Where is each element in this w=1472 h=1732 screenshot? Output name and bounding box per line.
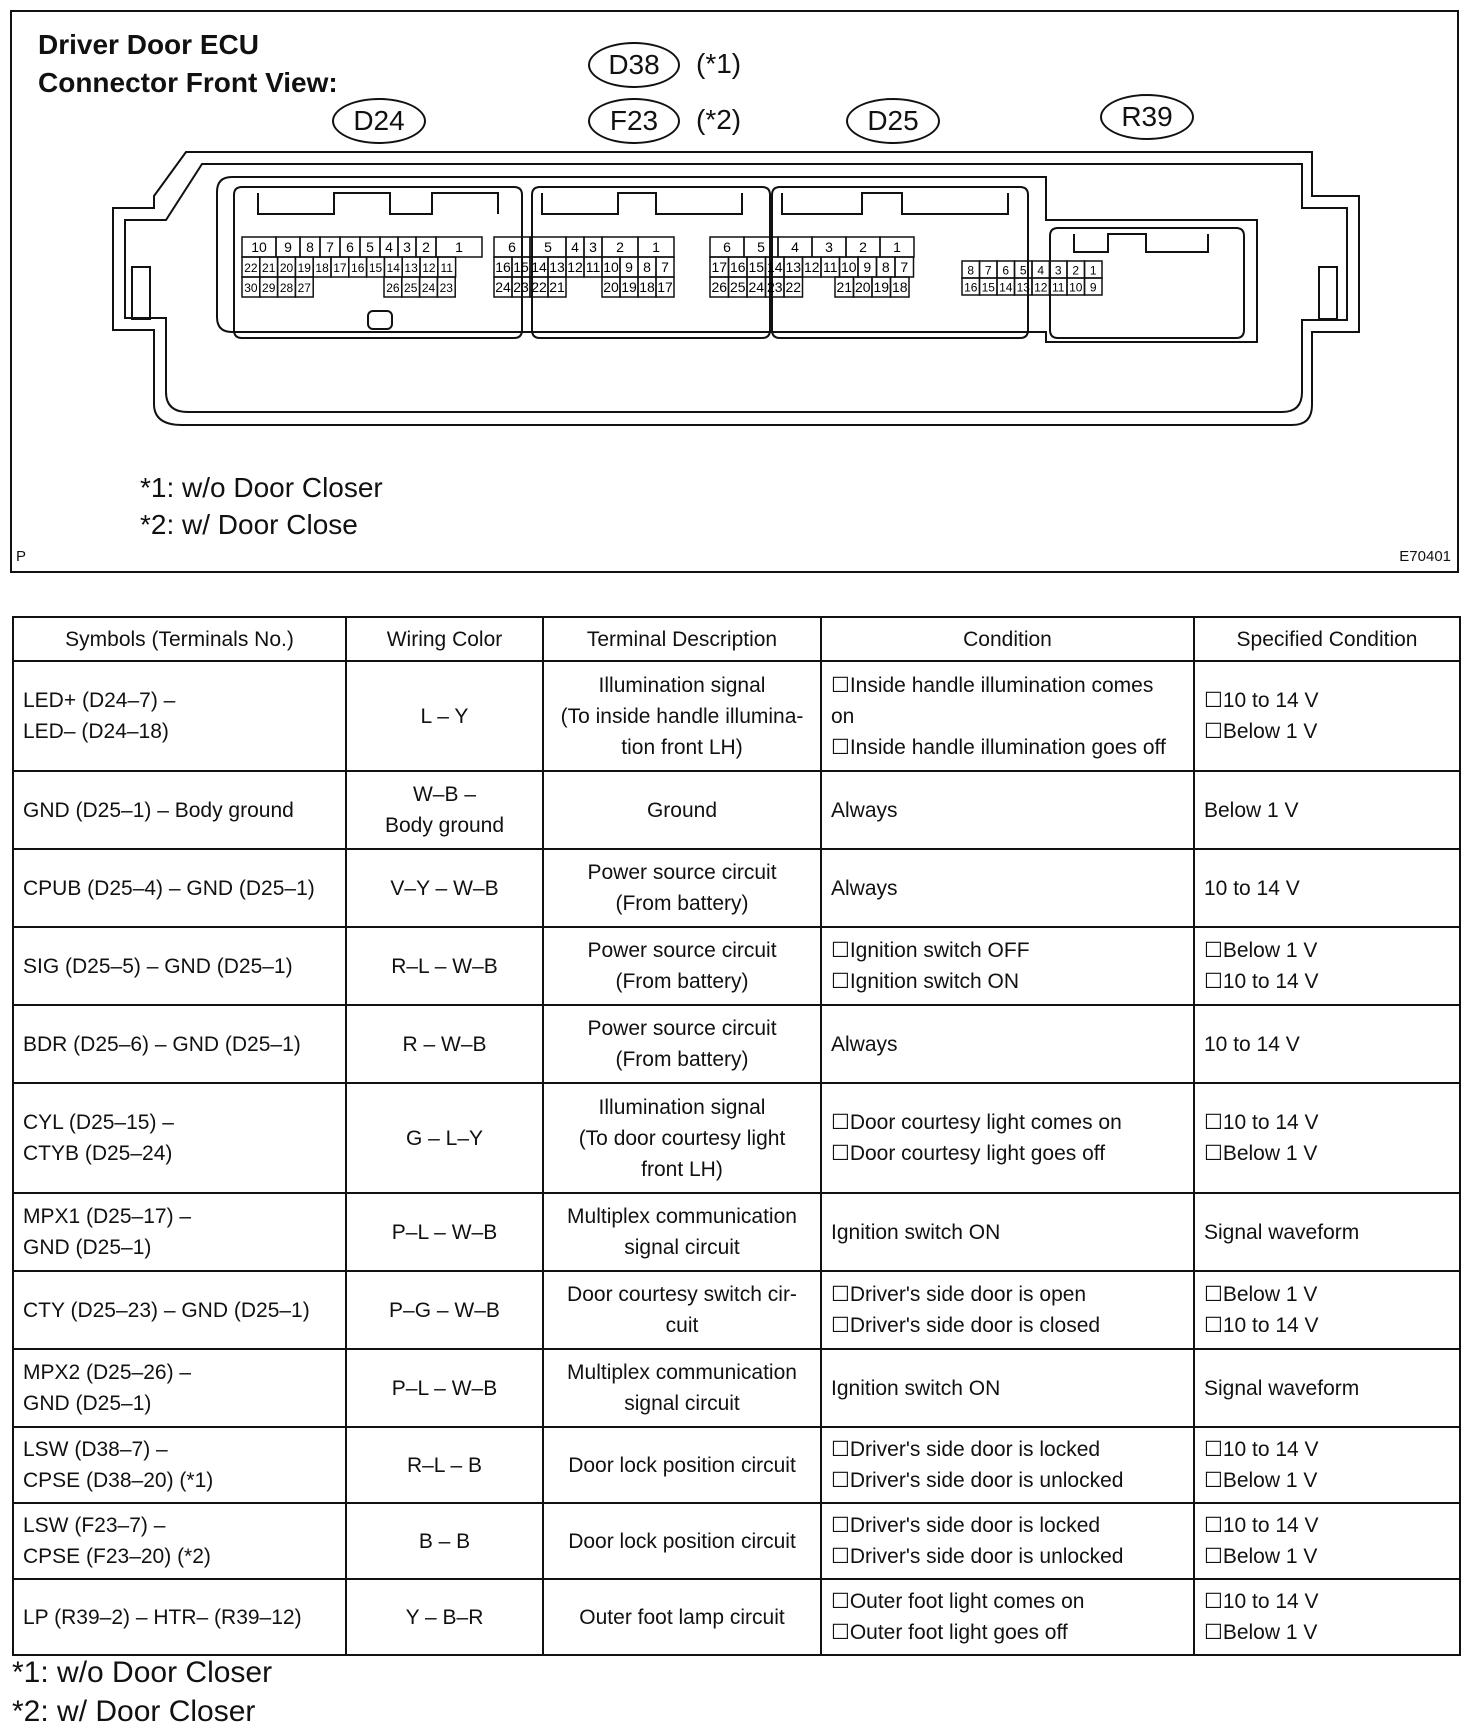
description-line: Multiplex communication (567, 1361, 797, 1384)
figure-note-1: *1: w/o Door Closer (140, 472, 383, 503)
pin-d24: 6 (346, 239, 354, 255)
wiring-color-line: R – W–B (402, 1032, 487, 1056)
pin-d25: 21 (836, 279, 853, 295)
description-cell (543, 1349, 821, 1427)
table-row (13, 1427, 1460, 1503)
condition-cell (821, 1083, 1194, 1193)
pin-d24: 23 (439, 281, 453, 295)
specified-condition-line: ☐Below 1 V (1204, 1142, 1318, 1165)
pin-d25: 24 (748, 279, 765, 295)
symbol-line: LP (R39–2) – HTR– (R39–12) (23, 1605, 302, 1629)
pin-d24: 2 (422, 239, 430, 255)
pin-d24: 13 (404, 261, 418, 275)
pin-d24: 1 (455, 239, 463, 255)
specified-condition-line: ☐10 to 14 V (1204, 1590, 1319, 1613)
pin-d24: 18 (315, 261, 329, 275)
wiring-color-cell (346, 1427, 543, 1503)
pin-d24: 27 (297, 281, 311, 295)
condition-line: Always (831, 876, 898, 900)
pin-d25: 12 (803, 259, 820, 275)
symbol-cell (13, 1271, 346, 1349)
pin-d25: 20 (854, 279, 871, 295)
pin-r39: 4 (1037, 263, 1045, 278)
table-row (13, 1349, 1460, 1427)
table-row (13, 1503, 1460, 1579)
symbol-line: BDR (D25–6) – GND (D25–1) (23, 1032, 301, 1056)
pin-d24: 17 (333, 261, 347, 275)
specified-condition-line: ☐10 to 14 V (1204, 970, 1319, 993)
description-line: Illumination signal (598, 673, 766, 697)
wiring-color-cell (346, 1193, 543, 1271)
pin-d25: 13 (785, 259, 802, 275)
pin-d25: 15 (748, 259, 765, 275)
table-body (13, 661, 1460, 1655)
pin-d24: 16 (351, 261, 365, 275)
description-line: Power source circuit (587, 939, 777, 962)
condition-line: Always (831, 1032, 898, 1056)
header-terminal-description: Terminal Description (543, 617, 821, 661)
description-cell (543, 1271, 821, 1349)
pin-d24: 30 (244, 281, 258, 295)
wiring-color-line: G – L–Y (405, 1126, 484, 1150)
condition-line: ☐Driver's side door is unlocked (831, 1469, 1124, 1492)
description-line: cuit (665, 1314, 699, 1337)
symbol-line: CPSE (D38–20) (*1) (23, 1469, 214, 1492)
description-line: signal circuit (624, 1236, 740, 1259)
specified-condition-line: 10 to 14 V (1204, 1032, 1300, 1056)
specified-condition-line: ☐10 to 14 V (1204, 689, 1319, 712)
pin-d38: 11 (585, 259, 601, 275)
wiring-color-line: B – B (418, 1529, 471, 1553)
pin-d24: 4 (385, 239, 393, 255)
symbol-cell (13, 1193, 346, 1271)
description-cell (543, 771, 821, 849)
description-cell (543, 1579, 821, 1655)
table-row (13, 1005, 1460, 1083)
header-condition: Condition (821, 617, 1194, 661)
condition-line: Always (831, 798, 898, 822)
symbol-cell (13, 661, 346, 771)
pin-d38: 21 (549, 279, 565, 295)
pin-d38: 3 (589, 239, 597, 255)
footnote-2: *2: w/ Door Closer (12, 1695, 256, 1728)
symbol-line: CPUB (D25–4) – GND (D25–1) (23, 876, 315, 900)
condition-cell (821, 1271, 1194, 1349)
condition-cell (821, 1193, 1194, 1271)
figure-title-line-2: Connector Front View: (38, 67, 338, 98)
pin-r39: 11 (1052, 280, 1065, 295)
description-cell (543, 1193, 821, 1271)
table-row (13, 927, 1460, 1005)
description-line: Multiplex communication (567, 1205, 797, 1228)
condition-line: on (831, 704, 855, 728)
symbol-line: GND (D25–1) (23, 1236, 152, 1259)
pin-d38: 20 (603, 279, 619, 295)
pin-d38: 16 (495, 259, 511, 275)
specified-condition-line: 10 to 14 V (1204, 876, 1300, 900)
pin-d24: 8 (306, 239, 314, 255)
wiring-color-cell (346, 927, 543, 1005)
pin-d25: 17 (711, 259, 728, 275)
specified-condition-line: ☐Below 1 V (1204, 1621, 1318, 1644)
header-symbols: Symbols (Terminals No.) (13, 617, 346, 661)
pin-d24: 7 (326, 239, 334, 255)
condition-cell (821, 927, 1194, 1005)
specified-condition-line: Below 1 V (1204, 798, 1299, 822)
symbol-line: CTY (D25–23) – GND (D25–1) (23, 1298, 310, 1322)
description-line: Door lock position circuit (568, 1453, 796, 1477)
wiring-color-line: L – Y (420, 704, 469, 728)
specified-condition-line: ☐Below 1 V (1204, 1469, 1318, 1492)
wiring-color-line: R–L – B (406, 1453, 483, 1477)
header-specified-condition: Specified Condition (1194, 617, 1460, 661)
pin-r39: 9 (1089, 280, 1097, 295)
figure-note-2: *2: w/ Door Close (140, 509, 358, 540)
wiring-color-line: Y – B–R (405, 1605, 484, 1629)
table-row (13, 771, 1460, 849)
connector-label-d24: D24 (332, 98, 426, 144)
pin-d38: 19 (621, 279, 637, 295)
specified-condition-line: Signal waveform (1204, 1220, 1360, 1244)
pin-d24: 14 (386, 261, 400, 275)
pin-d38: 22 (531, 279, 547, 295)
specified-condition-line: ☐10 to 14 V (1204, 1438, 1319, 1461)
specified-condition-line: ☐10 to 14 V (1204, 1111, 1319, 1134)
pin-d24: 3 (403, 239, 411, 255)
description-line: Power source circuit (587, 1017, 777, 1040)
figure-corner-code-left: P (16, 548, 27, 565)
table-row (13, 849, 1460, 927)
condition-cell (821, 1579, 1194, 1655)
pin-d24: 12 (422, 261, 436, 275)
table-row (13, 1193, 1460, 1271)
condition-cell (821, 661, 1194, 771)
pin-d38: 14 (531, 259, 547, 275)
pin-d38: 17 (657, 279, 673, 295)
pin-d24: 28 (279, 281, 294, 295)
pin-d24: 19 (297, 261, 311, 275)
wiring-color-cell (346, 1005, 543, 1083)
pin-d24: 24 (421, 281, 436, 295)
figure-id-code: E70401 (1399, 548, 1451, 565)
specified-condition-cell (1194, 661, 1460, 771)
specified-condition-line: ☐10 to 14 V (1204, 1514, 1319, 1537)
pin-d38: 5 (544, 239, 552, 255)
pin-d25: 19 (873, 279, 890, 295)
specified-condition-line: ☐Below 1 V (1204, 720, 1318, 743)
symbol-line: LSW (F23–7) – (23, 1514, 166, 1537)
symbol-line: CTYB (D25–24) (23, 1142, 173, 1165)
pin-r39: 5 (1019, 263, 1027, 278)
connector-label-d25: D25 (846, 98, 940, 144)
pin-d24: 21 (262, 261, 276, 275)
specified-condition-cell (1194, 849, 1460, 927)
description-cell (543, 927, 821, 1005)
wiring-color-cell (346, 1083, 543, 1193)
specified-condition-cell (1194, 1005, 1460, 1083)
pin-d38: 15 (513, 259, 529, 275)
variant-tag-2: (*2) (696, 104, 742, 135)
pin-d24: 5 (366, 239, 374, 255)
pin-d38: 6 (508, 239, 516, 255)
specified-condition-line: ☐Below 1 V (1204, 939, 1318, 962)
table-header-row (13, 617, 1460, 661)
pin-d24: 15 (368, 261, 383, 275)
description-line: Door lock position circuit (568, 1529, 796, 1553)
description-cell (543, 661, 821, 771)
wiring-color-line: P–L – W–B (391, 1376, 498, 1400)
pin-d24: 22 (244, 261, 258, 275)
pin-d38: 1 (652, 239, 660, 255)
condition-line: ☐Inside handle illumination goes off (831, 735, 1166, 759)
pin-r39: 12 (1034, 280, 1048, 295)
footnote-1: *1: w/o Door Closer (12, 1656, 273, 1689)
connector-label-r39: R39 (1100, 94, 1194, 140)
description-line: (From battery) (615, 892, 749, 915)
description-line: Power source circuit (587, 861, 777, 884)
description-line: (From battery) (615, 1048, 749, 1071)
symbol-line: LED+ (D24–7) – (23, 689, 176, 712)
condition-line: ☐Inside handle illumination comes (831, 673, 1154, 697)
condition-line: ☐Outer foot light goes off (831, 1621, 1068, 1644)
condition-line: ☐Ignition switch ON (831, 970, 1020, 993)
specified-condition-cell (1194, 1503, 1460, 1579)
symbol-line: GND (D25–1) – Body ground (23, 798, 294, 822)
variant-tag-1: (*1) (696, 48, 742, 79)
condition-line: ☐Driver's side door is closed (831, 1314, 1101, 1337)
condition-cell (821, 849, 1194, 927)
description-line: signal circuit (624, 1392, 740, 1415)
pin-d38: 4 (571, 239, 579, 255)
wiring-color-cell (346, 1271, 543, 1349)
specified-condition-cell (1194, 927, 1460, 1005)
specified-condition-line: ☐Below 1 V (1204, 1545, 1318, 1568)
pin-d25: 11 (822, 259, 838, 275)
pin-d38: 2 (616, 239, 624, 255)
specified-condition-cell (1194, 1579, 1460, 1655)
pin-d24: 25 (404, 281, 418, 295)
symbol-cell (13, 927, 346, 1005)
condition-line: ☐Door courtesy light comes on (831, 1111, 1122, 1134)
pin-d38: 24 (495, 279, 511, 295)
condition-line: Ignition switch ON (831, 1376, 1001, 1400)
pin-r39: 15 (981, 280, 995, 295)
pin-r39: 7 (984, 263, 992, 278)
pin-d25: 14 (766, 259, 783, 275)
symbol-cell (13, 1005, 346, 1083)
condition-cell (821, 1349, 1194, 1427)
symbol-cell (13, 1503, 346, 1579)
description-cell (543, 1427, 821, 1503)
specified-condition-cell (1194, 1193, 1460, 1271)
pin-d38: 23 (513, 279, 529, 295)
pin-r39: 8 (967, 263, 975, 278)
table-row (13, 1271, 1460, 1349)
pin-r39: 6 (1002, 263, 1010, 278)
pin-d24: 10 (251, 239, 267, 255)
pin-d38: 8 (643, 259, 651, 275)
condition-cell (821, 1503, 1194, 1579)
table-row (13, 661, 1460, 771)
wiring-color-line: R–L – W–B (391, 954, 498, 978)
connector-label-d38: D38 (588, 42, 680, 88)
specified-condition-cell (1194, 1083, 1460, 1193)
pin-d25: 5 (757, 239, 765, 255)
symbol-line: LED– (D24–18) (23, 720, 169, 743)
specified-condition-line: Signal waveform (1204, 1376, 1360, 1400)
description-cell (543, 1083, 821, 1193)
pin-grid (242, 237, 1102, 297)
symbol-cell (13, 1083, 346, 1193)
pin-d38: 18 (639, 279, 655, 295)
pin-d24: 9 (284, 239, 292, 255)
symbol-line: GND (D25–1) (23, 1392, 152, 1415)
pin-d25: 26 (711, 279, 728, 295)
pin-d25: 25 (729, 279, 746, 295)
specified-condition-line: ☐Below 1 V (1204, 1283, 1318, 1306)
pin-r39: 3 (1054, 263, 1062, 278)
pin-d25: 3 (825, 239, 833, 255)
condition-cell (821, 1005, 1194, 1083)
table-row (13, 1083, 1460, 1193)
pin-d25: 7 (900, 259, 909, 275)
wiring-color-cell (346, 661, 543, 771)
connector-label-f23: F23 (588, 98, 680, 144)
condition-line: Ignition switch ON (831, 1220, 1001, 1244)
pin-r39: 2 (1072, 263, 1080, 278)
pin-d25: 10 (840, 259, 857, 275)
pin-d25: 18 (891, 279, 908, 295)
pin-d25: 1 (893, 239, 901, 255)
description-cell (543, 1005, 821, 1083)
condition-cell (821, 1427, 1194, 1503)
specified-condition-cell (1194, 1349, 1460, 1427)
symbol-line: LSW (D38–7) – (23, 1438, 168, 1461)
description-line: front LH) (641, 1157, 723, 1181)
condition-line: ☐Driver's side door is locked (831, 1514, 1101, 1537)
description-line: tion front LH) (621, 735, 743, 759)
symbol-line: MPX1 (D25–17) – (23, 1205, 192, 1228)
condition-line: ☐Driver's side door is locked (831, 1438, 1101, 1461)
pin-d25: 8 (881, 259, 890, 275)
wiring-color-line: P–G – W–B (389, 1298, 500, 1322)
wiring-color-cell (346, 1503, 543, 1579)
description-cell (543, 849, 821, 927)
wiring-color-line: Body ground (384, 814, 505, 837)
condition-line: ☐Ignition switch OFF (831, 939, 1030, 962)
description-line: (To door courtesy light (578, 1126, 786, 1150)
pin-d25: 16 (729, 259, 746, 275)
pin-r39: 10 (1069, 280, 1083, 295)
symbol-cell (13, 1349, 346, 1427)
pin-d24: 11 (440, 261, 453, 275)
wiring-color-cell (346, 1349, 543, 1427)
pin-d25: 22 (785, 279, 802, 295)
wiring-color-line: W–B – (412, 783, 477, 806)
connector-figure (10, 10, 1459, 573)
pin-d25: 6 (723, 239, 731, 255)
header-wiring-color: Wiring Color (346, 617, 543, 661)
description-line: (From battery) (615, 970, 749, 993)
description-line: (To inside handle illumina- (560, 704, 804, 728)
description-cell (543, 1503, 821, 1579)
pin-d24: 29 (262, 281, 276, 295)
pin-d38: 12 (567, 259, 583, 275)
condition-cell (821, 771, 1194, 849)
specified-condition-cell (1194, 1427, 1460, 1503)
pin-d25: 9 (863, 259, 872, 275)
pin-r39: 13 (1016, 280, 1030, 295)
figure-title (38, 26, 338, 102)
wiring-color-cell (346, 849, 543, 927)
description-line: Outer foot lamp circuit (579, 1605, 785, 1629)
condition-line: ☐Driver's side door is open (831, 1283, 1087, 1306)
condition-line: ☐Driver's side door is unlocked (831, 1545, 1124, 1568)
description-line: Door courtesy switch cir- (567, 1283, 797, 1306)
pin-d25: 23 (766, 279, 783, 295)
condition-line: ☐Door courtesy light goes off (831, 1142, 1106, 1165)
description-line: Illumination signal (598, 1095, 766, 1119)
specified-condition-cell (1194, 1271, 1460, 1349)
symbol-line: CPSE (F23–20) (*2) (23, 1545, 211, 1568)
pin-d25: 4 (791, 239, 799, 255)
specified-condition-line: ☐10 to 14 V (1204, 1314, 1319, 1337)
symbol-line: SIG (D25–5) – GND (D25–1) (23, 954, 293, 978)
pin-r39: 1 (1089, 263, 1097, 278)
wiring-color-cell (346, 771, 543, 849)
pin-r39: 16 (964, 280, 978, 295)
terminal-table (12, 616, 1461, 1656)
wiring-color-line: V–Y – W–B (390, 876, 499, 900)
pin-d38: 10 (603, 259, 619, 275)
specified-condition-cell (1194, 771, 1460, 849)
wiring-color-line: P–L – W–B (391, 1220, 498, 1244)
condition-line: ☐Outer foot light comes on (831, 1590, 1085, 1613)
wiring-color-cell (346, 1579, 543, 1655)
pin-r39: 14 (999, 280, 1013, 295)
pin-d24: 26 (386, 281, 400, 295)
symbol-cell (13, 771, 346, 849)
pin-d38: 7 (661, 259, 669, 275)
symbol-cell (13, 1427, 346, 1503)
pin-d24: 20 (279, 261, 294, 275)
pin-d25: 2 (859, 239, 867, 255)
description-line: Ground (646, 798, 718, 822)
symbol-line: MPX2 (D25–26) – (23, 1361, 192, 1384)
symbol-line: CYL (D25–15) – (23, 1111, 174, 1134)
symbol-cell (13, 849, 346, 927)
symbol-cell (13, 1579, 346, 1655)
pin-d38: 13 (549, 259, 565, 275)
table-row (13, 1579, 1460, 1655)
figure-title-line-1: Driver Door ECU (38, 29, 259, 60)
pin-d38: 9 (625, 259, 633, 275)
